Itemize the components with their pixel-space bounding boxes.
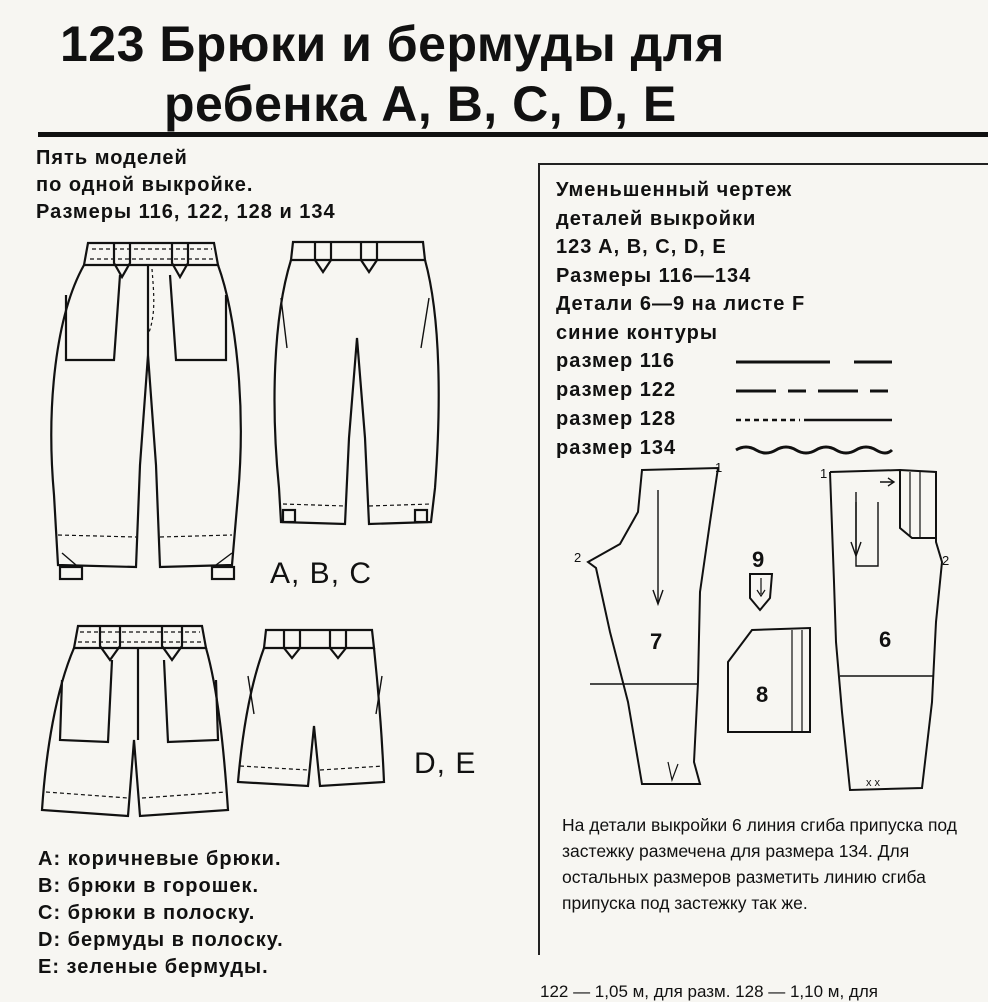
bermuda-front-illustration bbox=[38, 620, 238, 830]
panel-heading-6: синие контуры bbox=[556, 321, 718, 344]
line-style-dot-solid-icon bbox=[734, 414, 894, 426]
footer-text: 122 — 1,05 м, для разм. 128 — 1,10 м, для bbox=[540, 982, 878, 1001]
panel-heading-3: 123 A, B, C, D, E bbox=[556, 236, 727, 258]
intro-line-1: Пять моделей bbox=[36, 147, 188, 169]
pattern-pieces-drawing bbox=[560, 462, 988, 807]
marker-2-right: 2 bbox=[942, 553, 950, 568]
intro-line-2: по одной выкройке. bbox=[36, 174, 254, 196]
intro-text bbox=[36, 145, 336, 226]
size-row-122 bbox=[556, 376, 894, 405]
trousers-front-illustration bbox=[36, 235, 256, 595]
model-item-a: A: коричневые брюки. bbox=[38, 848, 282, 870]
panel-heading-1: Уменьшенный чертеж bbox=[556, 179, 793, 201]
title-line-1: 123 Брюки и бермуды для bbox=[60, 16, 725, 72]
title-rule bbox=[38, 132, 988, 137]
line-style-wavy-icon bbox=[734, 442, 894, 456]
pattern-number-8: 8 bbox=[756, 682, 769, 707]
line-style-long-dash-icon bbox=[734, 356, 894, 368]
size-label: размер 128 bbox=[556, 408, 677, 431]
size-label: размер 116 bbox=[556, 350, 675, 373]
model-label-abc: A, B, C bbox=[270, 557, 373, 590]
panel-heading-4: Размеры 116—134 bbox=[556, 264, 752, 287]
trousers-back-illustration bbox=[265, 238, 445, 538]
model-list bbox=[38, 846, 284, 981]
size-label: размер 134 bbox=[556, 437, 677, 460]
size-row-134 bbox=[556, 434, 894, 463]
pattern-number-6: 6 bbox=[879, 627, 892, 652]
panel-heading-5: Детали 6—9 на листе F bbox=[556, 293, 806, 315]
line-style-dash-icon bbox=[734, 385, 894, 397]
title-line-2: ребенка A, B, C, D, E bbox=[164, 76, 677, 132]
model-label-de: D, E bbox=[414, 747, 477, 780]
size-row-116 bbox=[556, 347, 894, 376]
model-item-e: E: зеленые бермуды. bbox=[38, 956, 269, 978]
marker-xx: x x bbox=[866, 777, 881, 789]
pattern-number-7: 7 bbox=[650, 629, 663, 654]
model-item-b: B: брюки в горошек. bbox=[38, 875, 260, 897]
intro-line-3: Размеры 116, 122, 128 и 134 bbox=[36, 201, 336, 223]
size-row-128 bbox=[556, 405, 894, 434]
model-item-c: C: брюки в полоску. bbox=[38, 902, 256, 924]
page-title bbox=[60, 14, 960, 134]
marker-1-right: 1 bbox=[820, 466, 828, 481]
model-item-d: D: бермуды в полоску. bbox=[38, 929, 284, 951]
pattern-panel-text bbox=[556, 176, 894, 463]
size-label: размер 122 bbox=[556, 379, 677, 402]
marker-2-left: 2 bbox=[574, 550, 582, 565]
pattern-note: На детали выкройки 6 линия сгиба припуска под застежку размечена для размера 134. Для остальных размеров разметить линию сгиба припуска под застежку так же. bbox=[562, 815, 957, 913]
bermuda-back-illustration bbox=[232, 626, 392, 796]
marker-1-left: 1 bbox=[715, 460, 723, 475]
panel-heading-2: деталей выкройки bbox=[556, 207, 757, 230]
pattern-number-9: 9 bbox=[752, 547, 765, 572]
